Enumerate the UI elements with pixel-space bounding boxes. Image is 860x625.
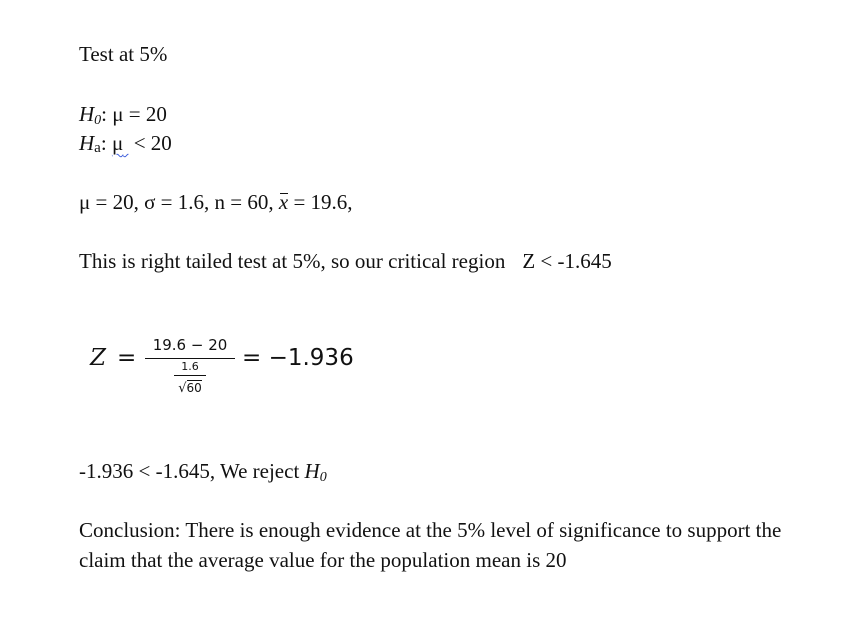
conclusion-text-2: claim that the average value for the population mean is 20 <box>79 548 567 572</box>
given-values-line <box>79 190 353 214</box>
alt-hypothesis-mu: μ <box>111 131 124 155</box>
alt-hypothesis-subscript: a <box>94 140 101 156</box>
inner-numerator: 1.6 <box>181 360 199 373</box>
test-level-line <box>79 42 167 66</box>
inner-fraction-bar <box>174 375 206 376</box>
equation-numerator: 19.6 − 20 <box>152 336 228 354</box>
equation-fraction <box>145 336 235 396</box>
alt-hypothesis-line <box>79 131 172 160</box>
inner-denominator <box>178 382 202 395</box>
critical-region-text: This is right tailed test at 5%, so our critical region <box>79 249 506 273</box>
null-hypothesis-statement: : μ = 20 <box>101 102 167 126</box>
null-hypothesis-line <box>79 102 167 133</box>
critical-region-line <box>79 249 612 273</box>
conclusion-line-1 <box>79 518 781 542</box>
alt-hypothesis-statement: < 20 <box>128 131 172 155</box>
radicand: 60 <box>186 381 202 395</box>
given-prefix: μ = 20, σ = 1.6, n = 60, <box>79 190 279 214</box>
decision-text: -1.936 < -1.645, We reject <box>79 459 305 483</box>
decision-symbol: H <box>304 459 320 483</box>
null-hypothesis-symbol: H <box>79 102 95 126</box>
equation-equals: = <box>117 345 137 371</box>
given-suffix: = 19.6, <box>288 190 353 214</box>
sample-mean-symbol: x <box>278 190 289 214</box>
decision-line <box>79 459 327 490</box>
fraction-bar <box>145 358 235 359</box>
equation-lhs: Z <box>90 345 106 371</box>
equation-denominator <box>170 361 210 396</box>
decision-subscript: 0 <box>319 470 327 485</box>
alt-hypothesis-colon: : <box>100 131 112 155</box>
test-level-text: Test at 5% <box>79 42 168 66</box>
sqrt-symbol: √ <box>178 381 187 396</box>
equation-result: = −1.936 <box>242 345 354 371</box>
conclusion-line-2 <box>79 548 567 572</box>
conclusion-text-1: Conclusion: There is enough evidence at the 5% level of significance to support the <box>79 518 782 542</box>
critical-region-value: Z < -1.645 <box>522 249 612 273</box>
alt-hypothesis-symbol: H <box>79 131 95 155</box>
null-hypothesis-subscript: 0 <box>94 113 102 128</box>
